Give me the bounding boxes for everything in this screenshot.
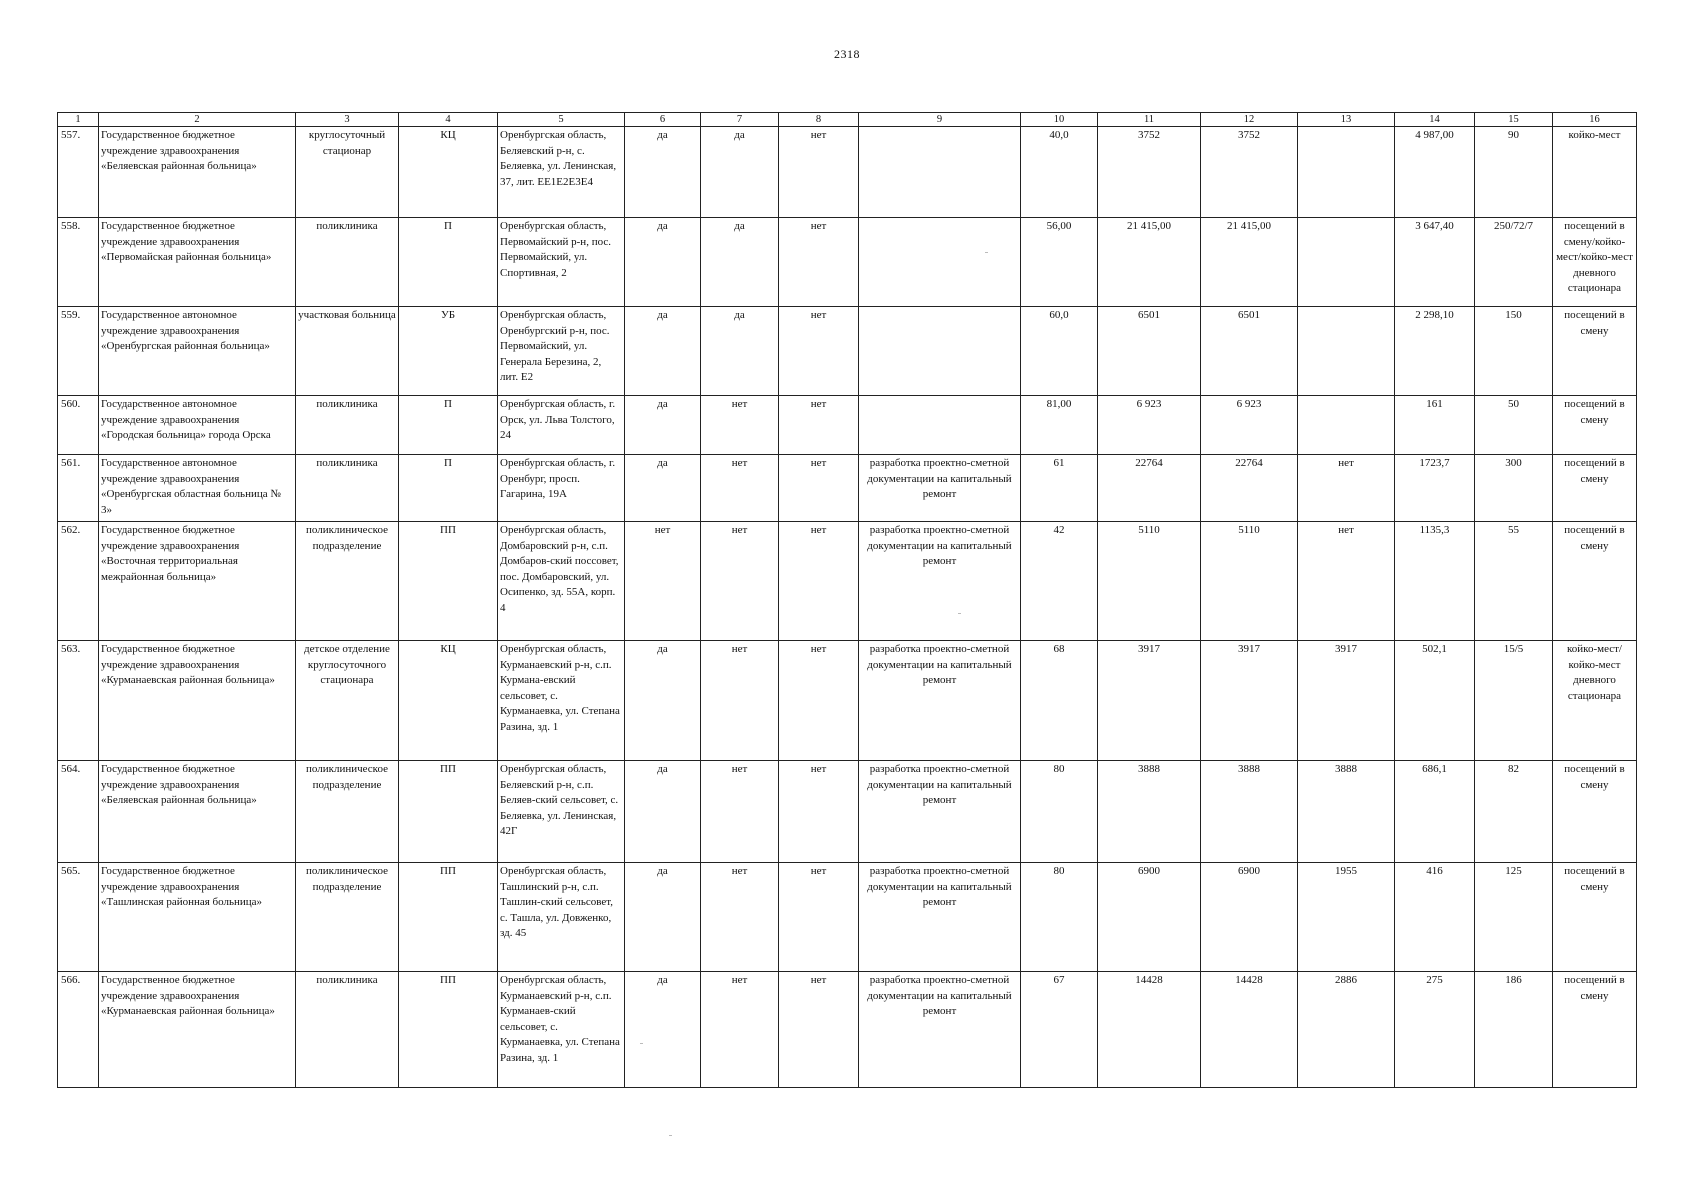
cell-col12: 22764 — [1201, 455, 1298, 522]
cell-col7: нет — [701, 396, 779, 455]
cell-col11: 6 923 — [1098, 396, 1201, 455]
cell-col6: нет — [625, 522, 701, 641]
cell-col13: нет — [1298, 455, 1395, 522]
cell-col13 — [1298, 218, 1395, 307]
cell-capacity-unit: койко-мест — [1553, 127, 1637, 218]
cell-capacity: 50 — [1475, 396, 1553, 455]
cell-capacity: 15/5 — [1475, 641, 1553, 761]
cell-col12: 6501 — [1201, 307, 1298, 396]
cell-subdivision-type: детское отделение круглосуточного стационара — [296, 641, 399, 761]
cell-col13: 1955 — [1298, 863, 1395, 972]
cell-col11: 5110 — [1098, 522, 1201, 641]
cell-col7: да — [701, 127, 779, 218]
cell-subdivision-type: поликлиника — [296, 218, 399, 307]
cell-col10: 67 — [1021, 972, 1098, 1088]
cell-capacity: 82 — [1475, 761, 1553, 863]
table-row — [58, 455, 1637, 522]
cell-capacity-unit: посещений в смену — [1553, 396, 1637, 455]
cell-capacity: 125 — [1475, 863, 1553, 972]
cell-col12: 6 923 — [1201, 396, 1298, 455]
cell-work-type — [859, 307, 1021, 396]
column-header-10: 10 — [1021, 113, 1098, 127]
column-header-4: 4 — [399, 113, 498, 127]
cell-col8: нет — [779, 522, 859, 641]
cell-col8: нет — [779, 972, 859, 1088]
cell-col11: 22764 — [1098, 455, 1201, 522]
cell-col7: нет — [701, 863, 779, 972]
cell-col14: 1135,3 — [1395, 522, 1475, 641]
cell-organization: Государственное бюджетное учреждение здравоохранения «Ташлинская районная больница» — [99, 863, 296, 972]
cell-number: 565. — [58, 863, 99, 972]
cell-col14: 1723,7 — [1395, 455, 1475, 522]
cell-col13: 3917 — [1298, 641, 1395, 761]
table-row — [58, 218, 1637, 307]
cell-col6: да — [625, 455, 701, 522]
cell-address: Оренбургская область, Оренбургский р-н, пос. Первомайский, ул. Генерала Березина, 2, лит. Е2 — [498, 307, 625, 396]
cell-col11: 3752 — [1098, 127, 1201, 218]
cell-number: 564. — [58, 761, 99, 863]
column-header-8: 8 — [779, 113, 859, 127]
column-header-3: 3 — [296, 113, 399, 127]
cell-col10: 56,00 — [1021, 218, 1098, 307]
cell-number: 557. — [58, 127, 99, 218]
cell-subdivision-type: участковая больница — [296, 307, 399, 396]
cell-col13: 2886 — [1298, 972, 1395, 1088]
cell-subdivision-type: поликлиническое подразделение — [296, 522, 399, 641]
cell-subdivision-type: поликлиника — [296, 455, 399, 522]
cell-col6: да — [625, 127, 701, 218]
cell-col7: нет — [701, 761, 779, 863]
cell-work-type — [859, 396, 1021, 455]
cell-capacity: 250/72/7 — [1475, 218, 1553, 307]
cell-capacity-unit: посещений в смену — [1553, 863, 1637, 972]
cell-organization: Государственное бюджетное учреждение здравоохранения «Беляевская районная больница» — [99, 761, 296, 863]
column-header-7: 7 — [701, 113, 779, 127]
cell-col14: 4 987,00 — [1395, 127, 1475, 218]
cell-col14: 416 — [1395, 863, 1475, 972]
cell-col12: 3917 — [1201, 641, 1298, 761]
cell-col7: да — [701, 307, 779, 396]
cell-col13: нет — [1298, 522, 1395, 641]
cell-number: 562. — [58, 522, 99, 641]
cell-col12: 5110 — [1201, 522, 1298, 641]
table-row — [58, 396, 1637, 455]
cell-col10: 80 — [1021, 761, 1098, 863]
page-number: 2318 — [834, 47, 860, 61]
cell-capacity-unit: койко-мест/койко-мест дневного стационара — [1553, 641, 1637, 761]
cell-col10: 61 — [1021, 455, 1098, 522]
cell-type-code: УБ — [399, 307, 498, 396]
cell-col11: 14428 — [1098, 972, 1201, 1088]
cell-col14: 275 — [1395, 972, 1475, 1088]
cell-capacity: 150 — [1475, 307, 1553, 396]
cell-type-code: П — [399, 455, 498, 522]
cell-capacity-unit: посещений в смену — [1553, 761, 1637, 863]
cell-type-code: ПП — [399, 863, 498, 972]
cell-subdivision-type: поликлиника — [296, 396, 399, 455]
cell-col8: нет — [779, 641, 859, 761]
cell-subdivision-type: круглосуточный стационар — [296, 127, 399, 218]
column-header-11: 11 — [1098, 113, 1201, 127]
cell-col8: нет — [779, 218, 859, 307]
cell-work-type: разработка проектно-сметной документации на капитальный ремонт — [859, 522, 1021, 641]
cell-col12: 14428 — [1201, 972, 1298, 1088]
cell-type-code: П — [399, 218, 498, 307]
cell-type-code: КЦ — [399, 127, 498, 218]
cell-col13 — [1298, 396, 1395, 455]
cell-col11: 3917 — [1098, 641, 1201, 761]
cell-col6: да — [625, 307, 701, 396]
cell-number: 566. — [58, 972, 99, 1088]
cell-col10: 60,0 — [1021, 307, 1098, 396]
cell-col14: 502,1 — [1395, 641, 1475, 761]
cell-number: 558. — [58, 218, 99, 307]
cell-subdivision-type: поликлиническое подразделение — [296, 761, 399, 863]
column-header-13: 13 — [1298, 113, 1395, 127]
cell-col8: нет — [779, 396, 859, 455]
table-row — [58, 641, 1637, 761]
cell-col6: да — [625, 396, 701, 455]
cell-number: 559. — [58, 307, 99, 396]
cell-col7: нет — [701, 972, 779, 1088]
cell-col11: 3888 — [1098, 761, 1201, 863]
cell-capacity: 55 — [1475, 522, 1553, 641]
cell-col10: 68 — [1021, 641, 1098, 761]
cell-col12: 21 415,00 — [1201, 218, 1298, 307]
data-table — [57, 112, 1637, 1088]
cell-col7: нет — [701, 641, 779, 761]
cell-col12: 3752 — [1201, 127, 1298, 218]
cell-col13 — [1298, 307, 1395, 396]
cell-address: Оренбургская область, Курманаевский р-н, с.п. Курманаев-ский сельсовет, с. Курманаевка, ул. Степана Разина, зд. 1 — [498, 972, 625, 1088]
cell-col11: 6501 — [1098, 307, 1201, 396]
cell-work-type: разработка проектно-сметной документации на капитальный ремонт — [859, 455, 1021, 522]
cell-subdivision-type: поликлиника — [296, 972, 399, 1088]
cell-col7: нет — [701, 522, 779, 641]
cell-col10: 40,0 — [1021, 127, 1098, 218]
table-row — [58, 972, 1637, 1088]
cell-col7: да — [701, 218, 779, 307]
cell-capacity-unit: посещений в смену/койко-мест/койко-мест дневного стационара — [1553, 218, 1637, 307]
cell-number: 561. — [58, 455, 99, 522]
cell-number: 560. — [58, 396, 99, 455]
cell-col12: 6900 — [1201, 863, 1298, 972]
table-row — [58, 307, 1637, 396]
cell-col14: 686,1 — [1395, 761, 1475, 863]
cell-work-type: разработка проектно-сметной документации на капитальный ремонт — [859, 972, 1021, 1088]
cell-col8: нет — [779, 127, 859, 218]
cell-col6: да — [625, 761, 701, 863]
table-row — [58, 761, 1637, 863]
cell-col10: 80 — [1021, 863, 1098, 972]
cell-work-type — [859, 218, 1021, 307]
cell-organization: Государственное бюджетное учреждение здравоохранения «Курманаевская районная больница» — [99, 641, 296, 761]
cell-type-code: КЦ — [399, 641, 498, 761]
cell-address: Оренбургская область, г. Оренбург, просп. Гагарина, 19А — [498, 455, 625, 522]
column-header-12: 12 — [1201, 113, 1298, 127]
cell-col6: да — [625, 863, 701, 972]
cell-capacity-unit: посещений в смену — [1553, 972, 1637, 1088]
cell-type-code: ПП — [399, 761, 498, 863]
column-header-6: 6 — [625, 113, 701, 127]
cell-col10: 81,00 — [1021, 396, 1098, 455]
cell-col8: нет — [779, 863, 859, 972]
column-header-14: 14 — [1395, 113, 1475, 127]
cell-work-type: разработка проектно-сметной документации на капитальный ремонт — [859, 761, 1021, 863]
cell-organization: Государственное автономное учреждение здравоохранения «Городская больница» города Орска — [99, 396, 296, 455]
cell-organization: Государственное бюджетное учреждение здравоохранения «Курманаевская районная больница» — [99, 972, 296, 1088]
cell-type-code: ПП — [399, 522, 498, 641]
cell-col14: 3 647,40 — [1395, 218, 1475, 307]
cell-col14: 2 298,10 — [1395, 307, 1475, 396]
cell-col11: 6900 — [1098, 863, 1201, 972]
cell-capacity: 90 — [1475, 127, 1553, 218]
cell-address: Оренбургская область, Ташлинский р-н, с.п. Ташлин-ский сельсовет, с. Ташла, ул. Довженко, зд. 45 — [498, 863, 625, 972]
cell-col13: 3888 — [1298, 761, 1395, 863]
column-header-9: 9 — [859, 113, 1021, 127]
cell-col7: нет — [701, 455, 779, 522]
cell-address: Оренбургская область, Беляевский р-н, с. Беляевка, ул. Ленинская, 37, лит. ЕЕ1Е2Е3Е4 — [498, 127, 625, 218]
column-header-2: 2 — [99, 113, 296, 127]
cell-work-type — [859, 127, 1021, 218]
table-row — [58, 127, 1637, 218]
header-row — [58, 113, 1637, 127]
cell-col10: 42 — [1021, 522, 1098, 641]
cell-address: Оренбургская область, Первомайский р-н, пос. Первомайский, ул. Спортивная, 2 — [498, 218, 625, 307]
cell-organization: Государственное автономное учреждение здравоохранения «Оренбургская областная больница № 3» — [99, 455, 296, 522]
cell-organization: Государственное бюджетное учреждение здравоохранения «Восточная территориальная межрайонная больница» — [99, 522, 296, 641]
cell-number: 563. — [58, 641, 99, 761]
cell-col8: нет — [779, 455, 859, 522]
cell-capacity-unit: посещений в смену — [1553, 522, 1637, 641]
cell-capacity: 186 — [1475, 972, 1553, 1088]
cell-col8: нет — [779, 761, 859, 863]
cell-work-type: разработка проектно-сметной документации на капитальный ремонт — [859, 641, 1021, 761]
cell-capacity: 300 — [1475, 455, 1553, 522]
cell-address: Оренбургская область, Курманаевский р-н, с.п. Курмана-евский сельсовет, с. Курманаевка, ул. Степана Разина, зд. 1 — [498, 641, 625, 761]
cell-col14: 161 — [1395, 396, 1475, 455]
cell-col6: да — [625, 218, 701, 307]
column-header-1: 1 — [58, 113, 99, 127]
cell-organization: Государственное автономное учреждение здравоохранения «Оренбургская районная больница» — [99, 307, 296, 396]
column-header-15: 15 — [1475, 113, 1553, 127]
cell-col8: нет — [779, 307, 859, 396]
cell-capacity-unit: посещений в смену — [1553, 455, 1637, 522]
cell-address: Оренбургская область, Беляевский р-н, с.п. Беляев-ский сельсовет, с. Беляевка, ул. Ленинская, 42Г — [498, 761, 625, 863]
cell-work-type: разработка проектно-сметной документации на капитальный ремонт — [859, 863, 1021, 972]
cell-type-code: ПП — [399, 972, 498, 1088]
cell-col6: да — [625, 641, 701, 761]
cell-address: Оренбургская область, г. Орск, ул. Льва Толстого, 24 — [498, 396, 625, 455]
cell-subdivision-type: поликлиническое подразделение — [296, 863, 399, 972]
column-header-5: 5 — [498, 113, 625, 127]
cell-capacity-unit: посещений в смену — [1553, 307, 1637, 396]
cell-address: Оренбургская область, Домбаровский р-н, с.п. Домбаров-ский поссовет, пос. Домбаровский, ул. Осипенко, зд. 55А, корп. 4 — [498, 522, 625, 641]
cell-col6: да — [625, 972, 701, 1088]
column-header-16: 16 — [1553, 113, 1637, 127]
cell-organization: Государственное бюджетное учреждение здравоохранения «Первомайская районная больница» — [99, 218, 296, 307]
cell-col13 — [1298, 127, 1395, 218]
table-row — [58, 863, 1637, 972]
cell-type-code: П — [399, 396, 498, 455]
table-row — [58, 522, 1637, 641]
cell-organization: Государственное бюджетное учреждение здравоохранения «Беляевская районная больница» — [99, 127, 296, 218]
cell-col12: 3888 — [1201, 761, 1298, 863]
cell-col11: 21 415,00 — [1098, 218, 1201, 307]
